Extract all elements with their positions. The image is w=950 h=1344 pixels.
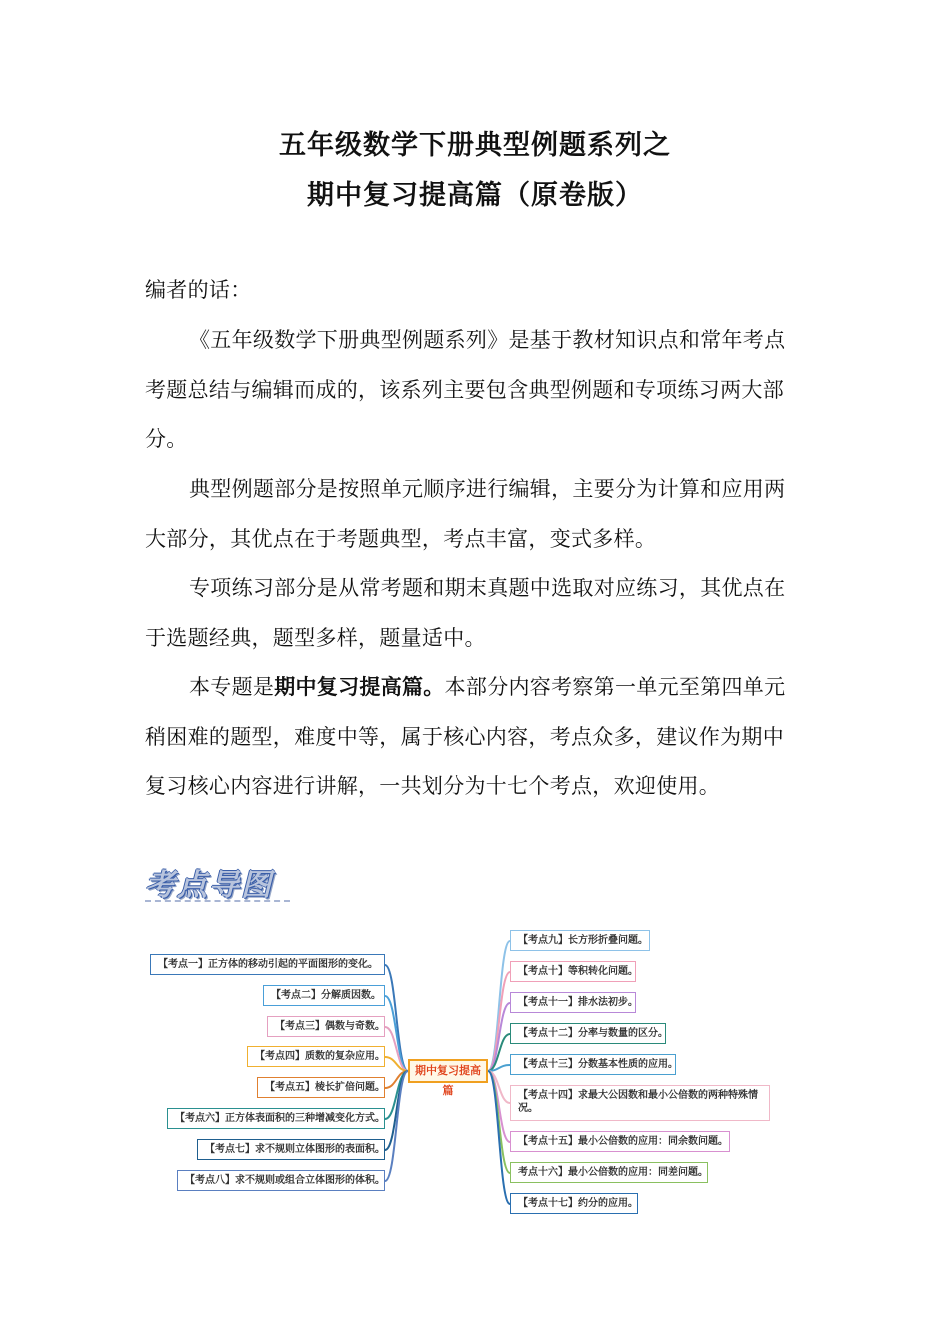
mindmap-node-right-7: 【考点十五】最小公倍数的应用：同余数问题。 — [510, 1131, 730, 1152]
connector-right-5 — [488, 1065, 510, 1071]
mindmap-node-right-6: 【考点十四】求最大公因数和最小公倍数的两种特殊情况。 — [510, 1085, 770, 1121]
paragraph-3: 专项练习部分是从常考题和期末真题中选取对应练习，其优点在于选题经典，题型多样，题量适中。 — [145, 576, 786, 650]
connector-right-9 — [488, 1071, 510, 1204]
connector-right-7 — [488, 1071, 510, 1142]
connector-left-2 — [385, 996, 408, 1071]
mindmap-node-left-8: 【考点八】求不规则或组合立体图形的体积。 — [177, 1170, 385, 1191]
connector-left-1 — [385, 965, 408, 1071]
paragraph-4 — [145, 663, 795, 812]
mindmap-node-right-9: 【考点十七】约分的应用。 — [510, 1193, 638, 1214]
connector-left-5 — [385, 1071, 408, 1088]
editor-greeting: 编者的话： — [145, 278, 252, 302]
connector-right-8 — [488, 1071, 510, 1173]
mindmap-node-left-4: 【考点四】质数的复杂应用。 — [247, 1046, 385, 1067]
mindmap-heading: 考点导图 — [145, 868, 273, 903]
mindmap-node-right-2: 【考点十】等积转化问题。 — [510, 961, 636, 982]
connector-right-2 — [488, 972, 510, 1071]
mindmap-node-left-7: 【考点七】求不规则立体图形的表面积。 — [197, 1139, 385, 1160]
mindmap-node-right-3: 【考点十一】排水法初步。 — [510, 992, 636, 1013]
connector-left-3 — [385, 1027, 408, 1071]
mindmap-node-left-3: 【考点三】偶数与奇数。 — [267, 1016, 385, 1037]
connector-right-3 — [488, 1003, 510, 1071]
paragraph-2: 典型例题部分是按照单元顺序进行编辑，主要分为计算和应用两大部分，其优点在于考题典型，考点丰富，变式多样。 — [145, 477, 786, 551]
connector-left-6 — [385, 1071, 408, 1119]
mindmap-node-right-8: 考点十六】最小公倍数的应用：同差问题。 — [510, 1162, 708, 1183]
paragraph-4-bold: 期中复习提高篇。 — [274, 675, 445, 699]
mindmap-heading-underline — [145, 900, 290, 902]
mindmap-node-right-1: 【考点九】长方形折叠问题。 — [510, 930, 650, 951]
connector-left-4 — [385, 1057, 408, 1071]
mindmap-node-left-2: 【考点二】分解质因数。 — [263, 985, 385, 1006]
document-title-line1: 五年级数学下册典型例题系列之 — [279, 130, 671, 161]
paragraph-4-prefix: 本专题是 — [189, 675, 275, 699]
connector-right-6 — [488, 1071, 510, 1103]
mindmap-node-right-4: 【考点十二】分率与数量的区分。 — [510, 1023, 666, 1044]
paragraph-4-suffix: 本部分内容考察第一单元至第四单元稍困难的题型，难度中等，属于核心内容，考点众多，建议作为期中复习核心内容进行讲解，一共划分为十七个考点，欢迎使用。 — [145, 675, 786, 798]
mindmap-center-node: 期中复习提高篇 — [408, 1059, 488, 1083]
connector-right-4 — [488, 1034, 510, 1071]
connector-right-1 — [488, 941, 510, 1071]
connector-left-8 — [385, 1071, 408, 1181]
connector-left-7 — [385, 1071, 408, 1150]
mindmap-node-left-5: 【考点五】棱长扩倍问题。 — [257, 1077, 385, 1098]
mindmap-node-right-5: 【考点十三】分数基本性质的应用。 — [510, 1054, 676, 1075]
mindmap-node-left-6: 【考点六】正方体表面积的三种增减变化方式。 — [167, 1108, 385, 1129]
mindmap-node-left-1: 【考点一】正方体的移动引起的平面图形的变化。 — [150, 954, 385, 975]
paragraph-1: 《五年级数学下册典型例题系列》是基于教材知识点和常年考点考题总结与编辑而成的，该系列主要包含典型例题和专项练习两大部分。 — [145, 328, 786, 451]
document-title-line2: 期中复习提高篇（原卷版） — [307, 180, 643, 211]
